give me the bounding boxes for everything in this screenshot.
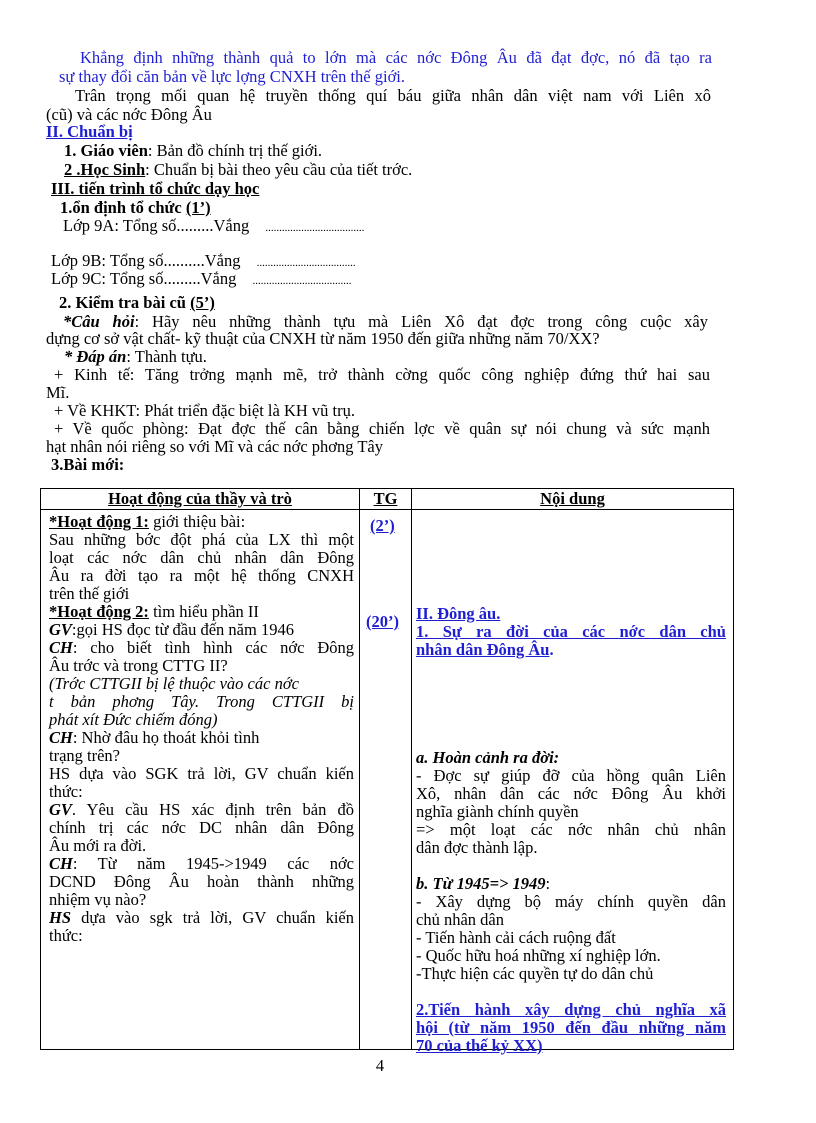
content-a-line-2: Xô, nhân dân các nớc Đông Âu khởi bbox=[416, 784, 726, 803]
time-activity-1: (2’) bbox=[370, 516, 395, 535]
table-header-row bbox=[41, 489, 734, 510]
hs-line-1: HS dựa vào SGK trả lời, GV chuẩn kiến bbox=[49, 764, 354, 783]
content-b-line-1: - Xây dựng bộ máy chính quyền dân bbox=[416, 892, 726, 911]
question-text: : Hãy nêu những thành tựu mà Liên Xô đạt đợc trong công cuộc xây bbox=[134, 312, 708, 331]
activity-2-label: *Hoạt động 2: bbox=[49, 602, 149, 621]
table-body-row bbox=[41, 510, 734, 1050]
khkt-line: + Về KHKT: Phát triển đặc biệt là KH vũ trụ. bbox=[54, 401, 355, 420]
gv-text-1: :gọi HS đọc từ đầu đến năm 1946 bbox=[71, 620, 294, 639]
ch-line-7: nhiệm vụ nào? bbox=[49, 890, 147, 909]
activity-intro-4: trên thế giới bbox=[49, 584, 130, 603]
answer-line bbox=[64, 347, 207, 366]
answer-label: * Đáp án bbox=[64, 347, 127, 366]
hs-line-3 bbox=[49, 908, 354, 927]
activity-1-heading bbox=[49, 512, 245, 531]
check-time: (5’) bbox=[190, 293, 215, 312]
student-label: 2 .Học Sinh bbox=[64, 160, 146, 179]
time-activity-2: (20’) bbox=[366, 612, 399, 631]
section-process-heading: III. tiến trình tổ chức dạy học bbox=[51, 179, 260, 198]
content-b-title: b. Từ 1945=> 1949 bbox=[416, 874, 546, 893]
ch-text-2: : Nhờ đâu họ thoát khỏi tình bbox=[72, 728, 260, 747]
note-line-3: phát xít Đức chiếm đóng) bbox=[49, 710, 218, 729]
ch-label-1: CH bbox=[49, 638, 73, 657]
content-b-line-3: - Tiến hành cải cách ruộng đất bbox=[416, 928, 616, 947]
ch-line-1 bbox=[49, 638, 354, 657]
ch-label-3: CH bbox=[49, 854, 73, 873]
teacher-text: : Bản đồ chính trị thế giới. bbox=[147, 141, 323, 160]
intro-line-1: Khẳng định những thành quả to lớn mà các nớc Đông Âu đã đạt đợc, nó đã tạo ra bbox=[80, 48, 712, 67]
intro-line-3: Trân trọng mối quan hệ truyền thống quí báu giữa nhân dân việt nam với Liên xô bbox=[75, 86, 711, 105]
new-lesson-heading: 3.Bài mới: bbox=[51, 455, 125, 474]
content-b-line-2: chủ nhân dân bbox=[416, 910, 504, 929]
gv-text-2: . Yêu cầu HS xác định trên bản đồ bbox=[71, 800, 354, 819]
intro-line-4: (cũ) và các nớc Đông Âu bbox=[46, 105, 212, 124]
ch-text-3: : Từ năm 1945->1949 các nớc bbox=[72, 854, 354, 873]
content-b-title-line bbox=[416, 874, 550, 893]
class-9c bbox=[51, 269, 351, 291]
check-label: 2. Kiểm tra bài cũ bbox=[59, 293, 186, 312]
ch-line-3 bbox=[49, 728, 259, 747]
org-heading bbox=[60, 198, 211, 217]
content-b-line-4: - Quốc hữu hoá những xí nghiệp lớn. bbox=[416, 946, 661, 965]
hs-label-2: HS bbox=[49, 908, 72, 927]
header-content: Nội dung bbox=[412, 489, 734, 510]
org-label: 1.ổn định tổ chức bbox=[60, 198, 182, 217]
gv-label-2: GV bbox=[49, 800, 72, 819]
content-a-line-5: dân đợc thành lập. bbox=[416, 838, 538, 857]
time-cell bbox=[360, 510, 412, 1050]
lesson-table bbox=[40, 488, 734, 1055]
ch-label-2: CH bbox=[49, 728, 73, 747]
content-a-title: a. Hoàn cảnh ra đời: bbox=[416, 748, 560, 767]
header-time: TG bbox=[360, 489, 412, 510]
econ-line-2: Mĩ. bbox=[46, 383, 70, 402]
content-sub2-line-2: hội (từ năm 1950 đến đầu những năm bbox=[416, 1018, 726, 1037]
student-text: : Chuẩn bị bài theo yêu cầu của tiết trớc. bbox=[145, 160, 413, 179]
note-line-2: t bản phơng Tây. Trong CTTGII bị bbox=[49, 692, 354, 711]
activity-1-label: *Hoạt động 1: bbox=[49, 512, 149, 531]
class-9c-text: Lớp 9C: Tổng số.........Vắng bbox=[51, 269, 237, 288]
hs-line-2: thức: bbox=[49, 782, 83, 801]
intro-line-2: sự thay đổi căn bản về lực lợng CNXH trên thế giới. bbox=[59, 67, 406, 86]
activity-intro-3: Âu ra đời tạo ra một hệ thống CNXH bbox=[49, 566, 354, 585]
defense-line-2: hạt nhân nói riêng so với Mĩ và các nớc phơng Tây bbox=[46, 437, 384, 456]
teacher-prep bbox=[64, 141, 322, 160]
class-9a-dots: .................................... bbox=[265, 222, 365, 234]
content-sub2-line-1: 2.Tiến hành xây dựng chủ nghĩa xã bbox=[416, 1000, 726, 1019]
content-sub1-line-1: 1. Sự ra đời của các nớc dân chủ bbox=[416, 622, 726, 641]
answer-text: : Thành tựu. bbox=[126, 347, 207, 366]
class-9c-dots: .................................... bbox=[252, 275, 352, 287]
gv-label-1: GV bbox=[49, 620, 72, 639]
student-prep bbox=[64, 160, 412, 179]
hs-text-2: dựa vào sgk trả lời, GV chuẩn kiến bbox=[71, 908, 354, 927]
org-time: (1’) bbox=[185, 198, 211, 217]
class-9b-dots: .................................... bbox=[256, 257, 356, 269]
activities-cell bbox=[41, 510, 360, 1050]
activity-intro-1: Sau những bớc đột phá của LX thì một bbox=[49, 530, 354, 549]
question-line-2: dựng cơ sở vật chất- kỹ thuật của CNXH từ năm 1950 đến giữa những năm 70/XX? bbox=[46, 329, 600, 348]
content-cell bbox=[412, 510, 734, 1055]
content-b-line-5: -Thực hiện các quyền tự do dân chủ bbox=[416, 964, 654, 983]
econ-line-1: + Kinh tế: Tăng trởng mạnh mẽ, trở thành cờng quốc công nghiệp đứng thứ hai sau bbox=[54, 365, 710, 384]
ch-line-5 bbox=[49, 854, 354, 873]
content-sub1-line-2 bbox=[416, 640, 554, 659]
class-9b-text: Lớp 9B: Tổng số..........Vắng bbox=[51, 251, 241, 270]
gv-line-4: Âu mới ra đời. bbox=[49, 836, 147, 855]
class-9a-text: Lớp 9A: Tổng số.........Vắng bbox=[63, 216, 250, 235]
gv-line-3: chính trị các nớc DC nhân dân Đông bbox=[49, 818, 354, 837]
defense-line-1: + Về quốc phòng: Đạt đợc thế cân bằng chiến lợc về quân sự nói chung và sức mạnh bbox=[54, 419, 710, 438]
ch-text-1: : cho biết tình hình các nớc Đông bbox=[72, 638, 354, 657]
gv-line-2 bbox=[49, 800, 354, 819]
check-heading bbox=[59, 293, 215, 312]
question-label: *Câu hỏi bbox=[63, 312, 135, 331]
note-line-1: (Trớc CTTGII bị lệ thuộc vào các nớc bbox=[49, 674, 299, 693]
gv-line-1 bbox=[49, 620, 294, 639]
activity-2-text: tìm hiểu phần II bbox=[148, 602, 259, 621]
content-a-line-1: - Đợc sự giúp đỡ của hồng quân Liên bbox=[416, 766, 726, 785]
page-number: 4 bbox=[375, 1056, 385, 1075]
content-sub1-period: . bbox=[549, 640, 554, 659]
content-a-line-4: => một loạt các nớc nhân chủ nhân bbox=[416, 820, 726, 839]
content-sub1-text: nhân dân Đông Âu bbox=[416, 640, 550, 659]
activity-2-heading bbox=[49, 602, 259, 621]
content-sub2-line-3: 70 của thế kỷ XX) bbox=[416, 1036, 543, 1055]
section-prep-heading: II. Chuẩn bị bbox=[46, 122, 133, 141]
class-9a bbox=[63, 216, 364, 238]
content-b-colon: : bbox=[545, 874, 551, 893]
hs-line-4: thức: bbox=[49, 926, 83, 945]
ch-line-2: Âu trớc và trong CTTG II? bbox=[49, 656, 228, 675]
content-section-title: II. Đông âu. bbox=[416, 604, 501, 623]
header-activities: Hoạt động của thầy và trò bbox=[41, 489, 360, 510]
activity-intro-2: loạt các nớc dân chủ nhân dân Đông bbox=[49, 548, 354, 567]
content-a-line-3: nghĩa giành chính quyền bbox=[416, 802, 579, 821]
ch-line-4: trạng trên? bbox=[49, 746, 121, 765]
teacher-label: 1. Giáo viên bbox=[64, 141, 148, 160]
activity-1-text: giới thiệu bài: bbox=[148, 512, 246, 531]
ch-line-6: DCND Đông Âu hoàn thành những bbox=[49, 872, 354, 891]
